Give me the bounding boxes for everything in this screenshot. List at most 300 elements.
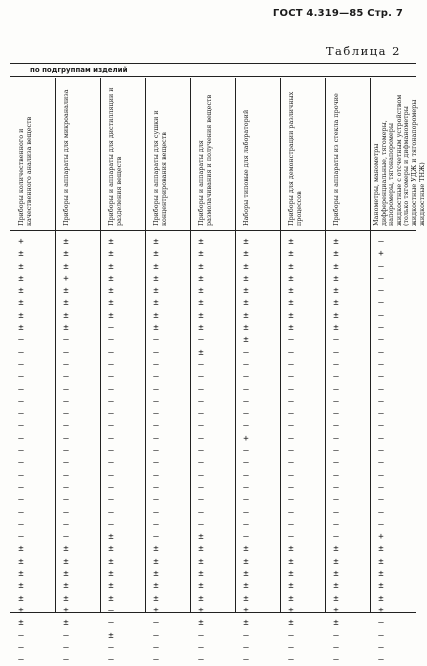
mark: — — [108, 605, 114, 616]
mark: — — [288, 642, 294, 653]
mark: ± — [243, 261, 249, 272]
column-header — [235, 78, 280, 230]
mark: ± — [108, 556, 114, 567]
mark: — — [198, 470, 204, 481]
mark: — — [18, 359, 24, 370]
mark: ± — [108, 593, 114, 604]
mark: ± — [333, 556, 339, 567]
mark: — — [288, 372, 294, 383]
mark: — — [153, 372, 159, 383]
mark: — — [108, 507, 114, 518]
mark: — — [108, 470, 114, 481]
mark: ± — [243, 273, 249, 284]
mark: ± — [153, 310, 159, 321]
mark: ± — [198, 618, 204, 629]
mark: ± — [108, 630, 114, 641]
mark: — — [198, 495, 204, 506]
mark: — — [18, 655, 24, 666]
mark: — — [18, 458, 24, 469]
subgroup-label: по подгруппам изделий — [10, 64, 416, 77]
mark: ± — [108, 581, 114, 592]
mark: ± — [198, 593, 204, 604]
mark: — — [378, 519, 384, 530]
mark: ± — [378, 593, 384, 604]
mark: ± — [333, 618, 339, 629]
mark: — — [153, 421, 159, 432]
mark: ± — [108, 569, 114, 580]
mark: ± — [198, 273, 204, 284]
mark: — — [333, 433, 339, 444]
mark: ± — [243, 310, 249, 321]
mark: — — [198, 446, 204, 457]
mark: — — [153, 495, 159, 506]
mark: ± — [243, 249, 249, 260]
mark: — — [198, 458, 204, 469]
mark: ± — [288, 569, 294, 580]
mark: — — [18, 482, 24, 493]
mark: — — [63, 519, 69, 530]
mark: — — [198, 396, 204, 407]
mark: + — [18, 237, 24, 247]
mark: — — [288, 396, 294, 407]
mark: ± — [198, 605, 204, 616]
column-header — [55, 78, 100, 230]
mark: — — [18, 421, 24, 432]
mark: — — [18, 409, 24, 420]
mark: — — [333, 495, 339, 506]
mark: — — [153, 630, 159, 641]
mark: — — [288, 446, 294, 457]
column-header-label: Приборы и аппараты из стекла прочие — [332, 93, 340, 226]
mark: ± — [198, 347, 204, 358]
column-header — [280, 78, 325, 230]
mark: — — [378, 409, 384, 420]
mark: — — [198, 335, 204, 346]
mark: ± — [108, 237, 114, 247]
mark: — — [108, 446, 114, 457]
column-marks — [329, 236, 343, 666]
column-marks — [59, 236, 73, 666]
mark: ± — [63, 593, 69, 604]
mark: ± — [108, 286, 114, 297]
mark: — — [153, 507, 159, 518]
mark: — — [18, 433, 24, 444]
mark: ± — [333, 249, 339, 260]
mark: — — [243, 630, 249, 641]
mark: ± — [153, 237, 159, 247]
column-header — [190, 78, 235, 230]
mark: — — [333, 458, 339, 469]
mark: ± — [333, 310, 339, 321]
mark: ± — [153, 544, 159, 555]
mark: — — [63, 384, 69, 395]
mark: — — [63, 409, 69, 420]
mark: ± — [333, 569, 339, 580]
mark: ± — [288, 286, 294, 297]
mark: — — [63, 482, 69, 493]
mark: — — [378, 261, 384, 272]
mark: ± — [378, 556, 384, 567]
mark: — — [63, 655, 69, 666]
column-header-label: Приборы и аппараты для микроанализа — [62, 89, 70, 226]
mark: — — [63, 458, 69, 469]
mark: — — [378, 433, 384, 444]
mark: — — [333, 359, 339, 370]
mark: — — [333, 482, 339, 493]
mark: — — [243, 482, 249, 493]
mark: — — [63, 433, 69, 444]
mark: — — [108, 396, 114, 407]
mark: ± — [378, 605, 384, 616]
mark: — — [63, 359, 69, 370]
mark: — — [288, 470, 294, 481]
mark: ± — [63, 249, 69, 260]
mark: ± — [243, 237, 249, 247]
mark: — — [198, 421, 204, 432]
mark: — — [243, 642, 249, 653]
mark: — — [18, 642, 24, 653]
mark: ± — [198, 249, 204, 260]
column-marks — [104, 236, 118, 666]
mark: ± — [108, 310, 114, 321]
mark: ± — [198, 286, 204, 297]
mark: ± — [108, 532, 114, 543]
mark: ± — [288, 237, 294, 247]
mark: — — [378, 630, 384, 641]
mark: — — [18, 470, 24, 481]
mark: ± — [288, 581, 294, 592]
mark: ± — [288, 273, 294, 284]
mark: ± — [153, 286, 159, 297]
mark: — — [243, 519, 249, 530]
mark: ± — [18, 298, 24, 309]
mark: — — [288, 482, 294, 493]
column-marks — [284, 236, 298, 666]
mark: ± — [63, 569, 69, 580]
mark: — — [378, 642, 384, 653]
column-header-label: Приборы и аппараты для размолачивания и получения веществ — [197, 94, 213, 226]
mark: ± — [288, 618, 294, 629]
mark: — — [243, 470, 249, 481]
mark: — — [153, 519, 159, 530]
mark: — — [243, 347, 249, 358]
mark: ± — [63, 237, 69, 247]
mark: ± — [63, 286, 69, 297]
column-header-label: Приборы и аппараты для дистилляции и разделения веществ — [107, 87, 123, 226]
column-header — [100, 78, 145, 230]
mark: — — [243, 396, 249, 407]
mark: — — [243, 421, 249, 432]
mark: — — [18, 384, 24, 395]
mark: ± — [288, 593, 294, 604]
mark: — — [153, 532, 159, 543]
mark: — — [18, 630, 24, 641]
mark: — — [378, 273, 384, 284]
mark: — — [378, 237, 384, 247]
mark: — — [288, 495, 294, 506]
mark: ± — [63, 544, 69, 555]
mark: — — [378, 310, 384, 321]
mark: ± — [243, 323, 249, 334]
column-header — [370, 78, 426, 230]
mark: + — [63, 273, 69, 284]
mark: — — [153, 359, 159, 370]
mark: ± — [198, 581, 204, 592]
mark: — — [333, 372, 339, 383]
column-marks — [149, 236, 163, 666]
column-header — [325, 78, 370, 230]
mark: ± — [153, 249, 159, 260]
mark: + — [378, 249, 384, 260]
mark: ± — [243, 298, 249, 309]
mark: ± — [243, 581, 249, 592]
mark: — — [63, 532, 69, 543]
mark: — — [108, 642, 114, 653]
mark: — — [108, 335, 114, 346]
mark: ± — [243, 556, 249, 567]
mark: — — [153, 458, 159, 469]
mark: — — [333, 421, 339, 432]
mark: — — [18, 519, 24, 530]
mark: ± — [333, 298, 339, 309]
mark: — — [153, 384, 159, 395]
mark: — — [333, 396, 339, 407]
mark: ± — [18, 569, 24, 580]
mark: — — [18, 372, 24, 383]
mark: — — [378, 298, 384, 309]
mark: ± — [153, 323, 159, 334]
mark: — — [243, 384, 249, 395]
mark: — — [333, 470, 339, 481]
mark: — — [18, 532, 24, 543]
mark: — — [108, 347, 114, 358]
mark: — — [378, 372, 384, 383]
mark: — — [378, 482, 384, 493]
mark: — — [288, 655, 294, 666]
mark: ± — [288, 605, 294, 616]
mark: — — [108, 359, 114, 370]
mark: ± — [153, 556, 159, 567]
mark: — — [63, 642, 69, 653]
column-marks — [194, 236, 208, 666]
mark: ± — [288, 544, 294, 555]
mark: — — [378, 359, 384, 370]
mark: ± — [108, 249, 114, 260]
mark: — — [63, 347, 69, 358]
column-header — [145, 78, 190, 230]
mark: — — [63, 507, 69, 518]
column-header-label: Манометры, манометры дифференциальные, тягомеры, напоромеры, тягонапоромеры жидкостные с отсчетным устройством (только тягомеры и дифманометры жидкостные УДЖ и тягонапоромеры жидкостные ТНЖ) — [372, 94, 426, 226]
mark: ± — [333, 593, 339, 604]
mark: — — [198, 507, 204, 518]
mark: — — [288, 630, 294, 641]
column-header — [10, 78, 55, 230]
mark: ± — [153, 581, 159, 592]
mark: ± — [198, 556, 204, 567]
mark: ± — [63, 261, 69, 272]
column-header-label: Приборы и аппараты для сушки и концентрирования веществ — [152, 110, 168, 226]
mark: ± — [63, 618, 69, 629]
mark: — — [333, 409, 339, 420]
mark: ± — [18, 286, 24, 297]
mark: ± — [333, 581, 339, 592]
mark: — — [63, 495, 69, 506]
mark: — — [153, 335, 159, 346]
mark: ± — [63, 605, 69, 616]
mark: ± — [288, 556, 294, 567]
mark: ± — [288, 298, 294, 309]
mark: ± — [108, 273, 114, 284]
mark: — — [153, 618, 159, 629]
mark: — — [108, 433, 114, 444]
mark: — — [243, 446, 249, 457]
mark: — — [63, 446, 69, 457]
column-header-label: Наборы типовые для лабораторий — [242, 109, 250, 226]
mark: ± — [243, 544, 249, 555]
mark: — — [288, 507, 294, 518]
mark: ± — [18, 323, 24, 334]
mark: ± — [18, 593, 24, 604]
mark: — — [333, 335, 339, 346]
mark: — — [153, 347, 159, 358]
mark: — — [198, 359, 204, 370]
mark: — — [378, 618, 384, 629]
page-header: ГОСТ 4.319—85 Стр. 7 — [272, 8, 403, 19]
column-header-label: Приборы количественного и качественного анализа веществ — [17, 116, 33, 226]
mark: — — [108, 618, 114, 629]
mark: ± — [153, 569, 159, 580]
mark: — — [153, 409, 159, 420]
header-divider — [10, 230, 416, 231]
mark: — — [288, 532, 294, 543]
mark: ± — [198, 532, 204, 543]
mark: ± — [18, 249, 24, 260]
mark: ± — [243, 593, 249, 604]
mark: — — [108, 421, 114, 432]
mark: ± — [243, 335, 249, 346]
mark: — — [18, 495, 24, 506]
mark: ± — [108, 298, 114, 309]
mark: — — [243, 655, 249, 666]
mark: — — [108, 384, 114, 395]
mark: ± — [243, 569, 249, 580]
mark: ± — [153, 593, 159, 604]
mark: — — [198, 642, 204, 653]
mark: — — [198, 384, 204, 395]
mark: — — [378, 396, 384, 407]
mark: — — [333, 347, 339, 358]
mark: ± — [63, 556, 69, 567]
mark: — — [153, 470, 159, 481]
mark: — — [108, 482, 114, 493]
mark: ± — [288, 323, 294, 334]
mark: ± — [243, 286, 249, 297]
mark: — — [378, 347, 384, 358]
mark: — — [333, 532, 339, 543]
mark: — — [198, 519, 204, 530]
mark: — — [198, 409, 204, 420]
mark: ± — [198, 323, 204, 334]
mark: ± — [378, 569, 384, 580]
mark: — — [288, 519, 294, 530]
table-title: Таблица 2 — [325, 44, 401, 58]
mark: — — [243, 409, 249, 420]
mark: ± — [153, 298, 159, 309]
mark: ± — [288, 261, 294, 272]
mark: — — [63, 470, 69, 481]
mark: ± — [153, 261, 159, 272]
column-header-label: Приборы для демонстрации различных процессов — [287, 91, 303, 226]
mark: — — [63, 372, 69, 383]
mark: — — [378, 507, 384, 518]
column-marks — [239, 236, 253, 666]
mark: — — [108, 519, 114, 530]
mark: ± — [333, 286, 339, 297]
mark: — — [243, 359, 249, 370]
mark: — — [153, 446, 159, 457]
table — [10, 63, 426, 666]
mark: ± — [63, 298, 69, 309]
mark: ± — [63, 581, 69, 592]
mark: — — [108, 655, 114, 666]
mark: ± — [333, 261, 339, 272]
mark: ± — [153, 273, 159, 284]
mark: — — [243, 458, 249, 469]
mark: ± — [333, 273, 339, 284]
mark: ± — [18, 581, 24, 592]
mark: — — [108, 409, 114, 420]
mark: ± — [18, 605, 24, 616]
mark: — — [378, 421, 384, 432]
mark: — — [333, 507, 339, 518]
mark: ± — [243, 605, 249, 616]
mark: ± — [288, 310, 294, 321]
mark: — — [18, 396, 24, 407]
column-marks — [374, 236, 388, 666]
mark: — — [378, 458, 384, 469]
mark: ± — [18, 556, 24, 567]
mark: — — [288, 409, 294, 420]
mark: — — [333, 384, 339, 395]
mark: — — [153, 433, 159, 444]
mark: — — [243, 532, 249, 543]
mark: — — [198, 372, 204, 383]
mark: ± — [108, 544, 114, 555]
mark: ± — [63, 310, 69, 321]
mark: — — [378, 323, 384, 334]
mark: ± — [243, 618, 249, 629]
mark: — — [378, 495, 384, 506]
mark: — — [333, 655, 339, 666]
mark: ± — [18, 544, 24, 555]
mark: ± — [333, 323, 339, 334]
mark: — — [378, 446, 384, 457]
mark: ± — [18, 273, 24, 284]
mark: — — [198, 630, 204, 641]
mark: ± — [198, 298, 204, 309]
mark: — — [108, 323, 114, 334]
mark: ± — [18, 310, 24, 321]
mark: — — [333, 519, 339, 530]
mark: + — [243, 433, 249, 444]
mark: — — [63, 421, 69, 432]
mark: ± — [378, 544, 384, 555]
mark: — — [288, 433, 294, 444]
mark: — — [378, 384, 384, 395]
mark: — — [18, 507, 24, 518]
mark: ± — [333, 605, 339, 616]
mark: ± — [198, 237, 204, 247]
